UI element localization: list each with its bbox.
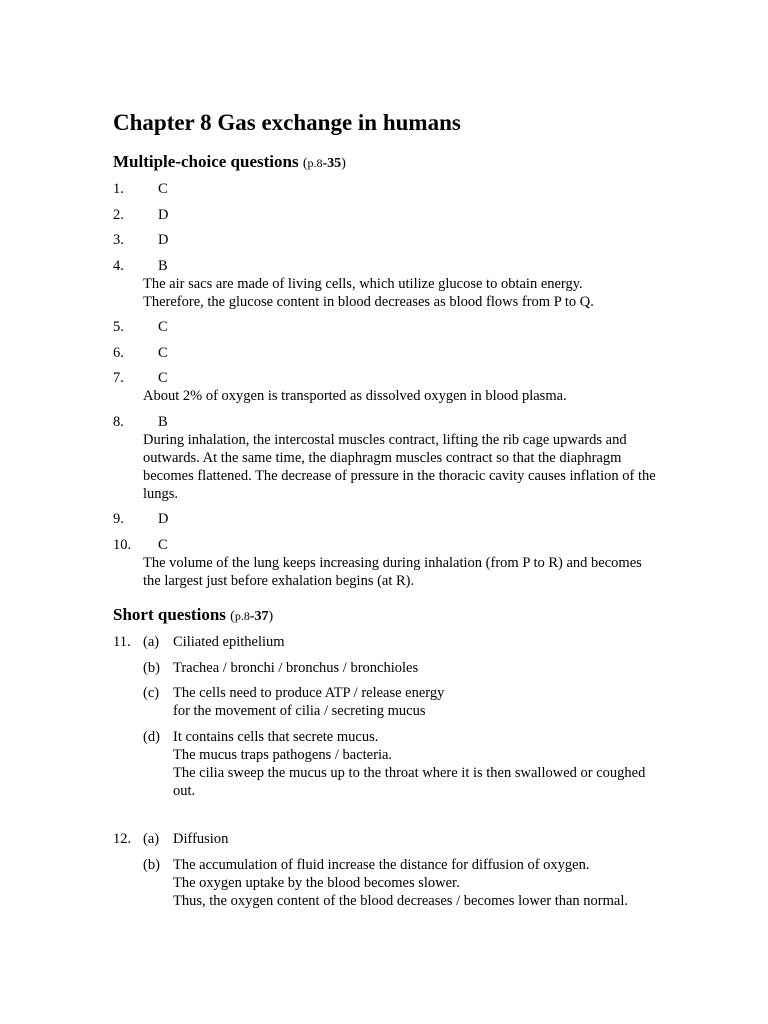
short-list	[113, 633, 658, 910]
mcq-answer: D	[158, 511, 169, 527]
mcq-answer: D	[158, 206, 169, 223]
mcq-page-ref: (p.8-35)	[302, 156, 346, 171]
mcq-answer: C	[158, 370, 168, 386]
question-number: 10.	[113, 536, 132, 553]
part-answer-line: The cells need to produce ATP / release energy	[173, 685, 445, 701]
mcq-explanation: During inhalation, the intercostal muscles contract, lifting the rib cage upwards and outwards. At the same time, the diaphragm muscles contract so that the diaphragm becomes flattened. The decrease of pressure in the thoracic cavity causes inflation of the lungs.	[143, 431, 656, 502]
short-question	[113, 633, 658, 800]
short-heading-text: Short questions	[113, 605, 226, 624]
mcq-answer: C	[158, 344, 168, 361]
answer-page	[113, 108, 658, 917]
question-part	[143, 659, 658, 677]
mcq-item	[113, 318, 658, 336]
mcq-item	[113, 369, 658, 405]
mcq-answer: B	[158, 413, 168, 430]
part-answer-line: The mucus traps pathogens / bacteria.	[173, 746, 393, 763]
question-number: 12.	[113, 831, 132, 847]
mcq-explanation: Therefore, the glucose content in blood decreases as blood flows from P to Q.	[143, 293, 594, 310]
mcq-answer: B	[158, 257, 168, 274]
part-answer-line: The oxygen uptake by the blood becomes slower.	[173, 874, 460, 891]
part-answer-line: Ciliated epithelium	[173, 634, 285, 650]
short-page-ref: (p.8-37)	[230, 609, 274, 624]
question-number: 6.	[113, 344, 124, 361]
mcq-item	[113, 413, 658, 503]
mcq-item	[113, 510, 658, 528]
mcq-item	[113, 344, 658, 362]
mcq-heading-text: Multiple-choice questions	[113, 152, 299, 171]
mcq-explanation: The air sacs are made of living cells, which utilize glucose to obtain energy.	[143, 275, 583, 292]
part-answer-line: Diffusion	[173, 831, 229, 847]
question-number: 8.	[113, 413, 124, 430]
mcq-answer: C	[158, 181, 168, 197]
mcq-item	[113, 180, 658, 198]
question-number: 5.	[113, 319, 124, 335]
part-label: (a)	[143, 831, 160, 847]
short-question	[113, 830, 658, 910]
question-number: 9.	[113, 511, 124, 527]
question-part	[143, 684, 658, 720]
mcq-answer: D	[158, 232, 169, 248]
mcq-item	[113, 231, 658, 249]
mcq-answer: C	[158, 319, 168, 335]
question-number: 11.	[113, 634, 131, 650]
mcq-answer: C	[158, 536, 168, 553]
question-part	[143, 856, 658, 910]
question-part	[143, 830, 658, 848]
mcq-item	[113, 536, 658, 590]
part-answer-line: The accumulation of fluid increase the distance for diffusion of oxygen.	[173, 856, 590, 873]
part-answer-line: The cilia sweep the mucus up to the throat where it is then swallowed or coughed out.	[173, 764, 646, 799]
mcq-explanation: The volume of the lung keeps increasing during inhalation (from P to R) and becomes the largest just before exhalation begins (at R).	[143, 554, 642, 589]
question-number: 3.	[113, 232, 124, 248]
mcq-item	[113, 257, 658, 311]
mcq-item	[113, 206, 658, 224]
chapter-title: Chapter 8 Gas exchange in humans	[113, 110, 461, 135]
question-number: 2.	[113, 206, 124, 223]
question-part	[143, 633, 658, 651]
part-answer-line: for the movement of cilia / secreting mucus	[173, 703, 426, 719]
mcq-list	[113, 180, 658, 590]
short-heading	[113, 603, 658, 629]
mcq-explanation: About 2% of oxygen is transported as dissolved oxygen in blood plasma.	[143, 388, 567, 404]
mcq-heading	[113, 150, 658, 176]
part-label: (b)	[143, 856, 160, 873]
part-answer-line: Trachea / bronchi / bronchus / bronchioles	[173, 659, 419, 676]
part-answer-line: Thus, the oxygen content of the blood decreases / becomes lower than normal.	[173, 892, 629, 909]
question-number: 4.	[113, 257, 124, 274]
question-number: 7.	[113, 370, 124, 386]
part-label: (d)	[143, 728, 160, 745]
question-part	[143, 728, 658, 800]
question-number: 1.	[113, 181, 124, 197]
part-answer-line: It contains cells that secrete mucus.	[173, 728, 379, 745]
part-label: (c)	[143, 685, 160, 701]
part-label: (a)	[143, 634, 160, 650]
part-label: (b)	[143, 659, 160, 676]
